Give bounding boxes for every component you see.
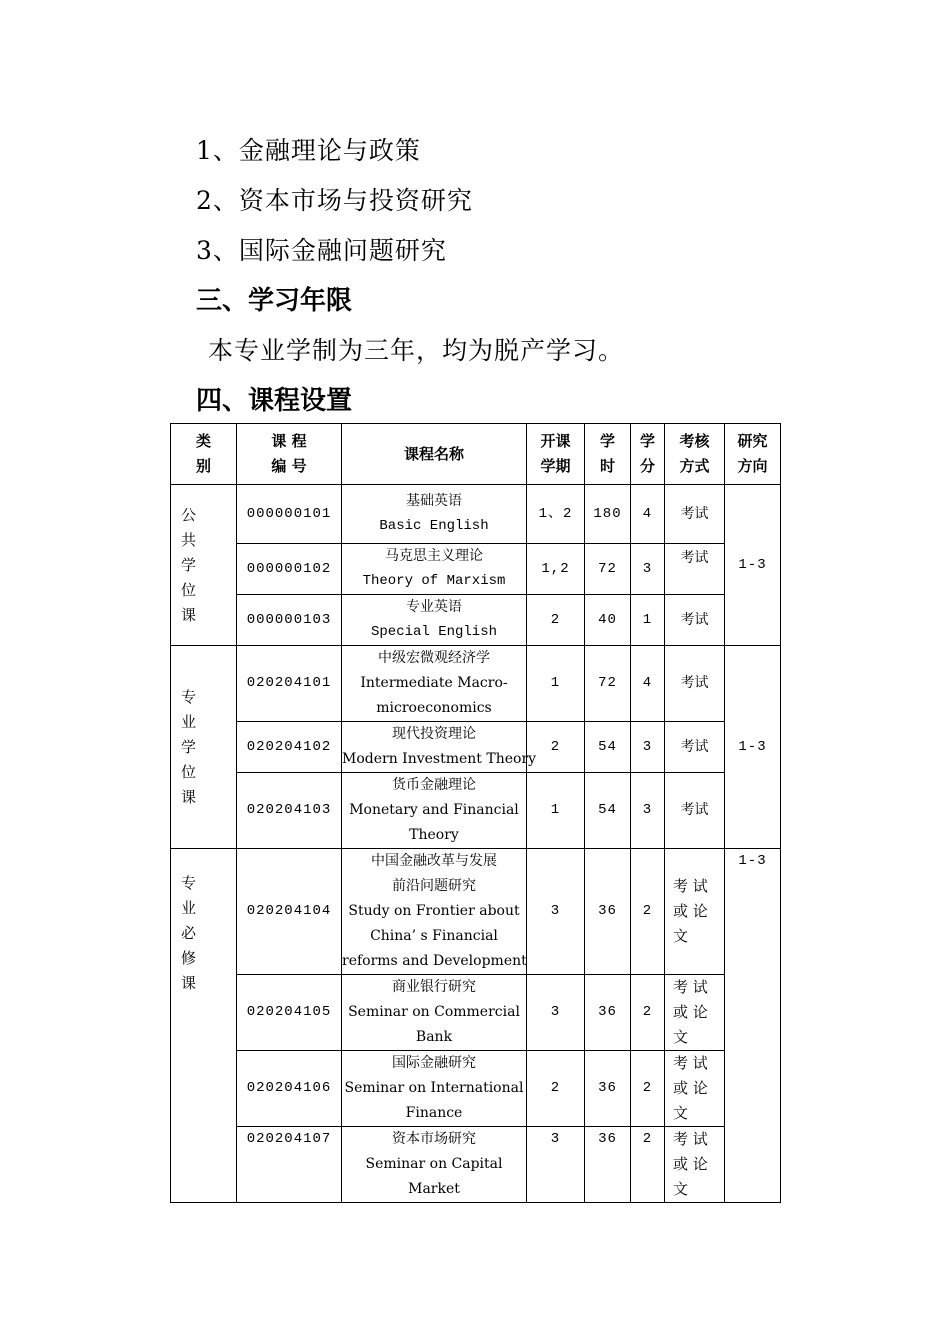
course-semester: 1 xyxy=(527,773,585,849)
header-semester: 开课 学期 xyxy=(527,424,585,485)
category-public: 公 共 学 位 课 xyxy=(171,485,237,646)
course-semester: 3 xyxy=(527,849,585,975)
course-assessment: 考试 xyxy=(665,485,725,544)
course-credits: 3 xyxy=(631,544,665,595)
table-row xyxy=(171,975,781,1051)
course-code: 000000103 xyxy=(237,595,342,646)
course-assessment: 考试 xyxy=(665,595,725,646)
header-direction: 研究 方向 xyxy=(725,424,781,485)
course-code: 020204101 xyxy=(237,646,342,722)
course-credits: 3 xyxy=(631,773,665,849)
course-name: 资本市场研究 Seminar on Capital Market xyxy=(342,1127,527,1203)
research-direction: 1-3 xyxy=(725,849,781,1203)
course-credits: 2 xyxy=(631,975,665,1051)
course-assessment: 考 试 或 论 文 xyxy=(665,1051,725,1127)
course-hours: 36 xyxy=(585,1127,631,1203)
course-assessment: 考 试 或 论 文 xyxy=(665,849,725,975)
course-name: 马克思主义理论 Theory of Marxism xyxy=(342,544,527,595)
course-semester: 2 xyxy=(527,722,585,773)
course-hours: 40 xyxy=(585,595,631,646)
course-code: 020204105 xyxy=(237,975,342,1051)
course-credits: 2 xyxy=(631,849,665,975)
direction-item-2: 2、资本市场与投资研究 xyxy=(196,186,473,215)
course-hours: 72 xyxy=(585,646,631,722)
course-semester: 1、2 xyxy=(527,485,585,544)
section-heading-courses: 四、课程设置 xyxy=(196,386,353,416)
direction-item-3: 3、国际金融问题研究 xyxy=(196,236,447,265)
course-hours: 54 xyxy=(585,722,631,773)
research-direction: 1-3 xyxy=(725,646,781,849)
course-hours: 72 xyxy=(585,544,631,595)
research-direction: 1-3 xyxy=(725,485,781,646)
course-code: 020204106 xyxy=(237,1051,342,1127)
course-hours: 36 xyxy=(585,849,631,975)
course-name: 国际金融研究 Seminar on International Finance xyxy=(342,1051,527,1127)
course-code: 000000102 xyxy=(237,544,342,595)
course-assessment: 考试 xyxy=(665,722,725,773)
course-hours: 36 xyxy=(585,1051,631,1127)
direction-item-1: 1、金融理论与政策 xyxy=(196,136,421,165)
course-credits: 4 xyxy=(631,646,665,722)
table-row xyxy=(171,849,781,975)
course-hours: 36 xyxy=(585,975,631,1051)
course-assessment: 考 试 或 论 文 xyxy=(665,1127,725,1203)
table-row xyxy=(171,773,781,849)
header-category: 类 别 xyxy=(171,424,237,485)
course-name: 商业银行研究 Seminar on Commercial Bank xyxy=(342,975,527,1051)
table-row xyxy=(171,646,781,722)
course-name: 现代投资理论 Modern Investment Theory xyxy=(342,722,527,773)
course-credits: 2 xyxy=(631,1051,665,1127)
table-row xyxy=(171,485,781,544)
header-assessment: 考核 方式 xyxy=(665,424,725,485)
course-hours: 180 xyxy=(585,485,631,544)
duration-paragraph: 本专业学制为三年，均为脱产学习。 xyxy=(208,336,625,365)
course-semester: 3 xyxy=(527,1127,585,1203)
course-name: 专业英语 Special English xyxy=(342,595,527,646)
course-code: 020204103 xyxy=(237,773,342,849)
table-row xyxy=(171,722,781,773)
course-code: 020204102 xyxy=(237,722,342,773)
section-heading-duration: 三、学习年限 xyxy=(196,286,353,316)
course-semester: 1,2 xyxy=(527,544,585,595)
course-code: 000000101 xyxy=(237,485,342,544)
table-row xyxy=(171,1051,781,1127)
course-semester: 2 xyxy=(527,1051,585,1127)
course-code: 020204107 xyxy=(237,1127,342,1203)
course-semester: 1 xyxy=(527,646,585,722)
course-table xyxy=(170,423,781,1203)
header-credits: 学 分 xyxy=(631,424,665,485)
course-assessment: 考试 xyxy=(665,544,725,595)
course-assessment: 考试 xyxy=(665,646,725,722)
header-name: 课程名称 xyxy=(342,424,527,485)
course-hours: 54 xyxy=(585,773,631,849)
category-professional-required: 专 业 必 修 课 xyxy=(171,849,237,1203)
header-code: 课 程 编 号 xyxy=(237,424,342,485)
course-assessment: 考 试 或 论 文 xyxy=(665,975,725,1051)
course-name: 中级宏微观经济学 Intermediate Macro- microeconomics xyxy=(342,646,527,722)
course-name: 中国金融改革与发展 前沿问题研究 Study on Frontier about China’ s Financial reforms and Development xyxy=(342,849,527,975)
course-credits: 4 xyxy=(631,485,665,544)
course-credits: 1 xyxy=(631,595,665,646)
table-header-row xyxy=(171,424,781,485)
category-professional-degree: 专 业 学 位 课 xyxy=(171,646,237,849)
course-credits: 2 xyxy=(631,1127,665,1203)
course-name: 基础英语 Basic English xyxy=(342,485,527,544)
header-hours: 学 时 xyxy=(585,424,631,485)
course-code: 020204104 xyxy=(237,849,342,975)
course-assessment: 考试 xyxy=(665,773,725,849)
course-semester: 2 xyxy=(527,595,585,646)
table-row xyxy=(171,1127,781,1203)
table-row xyxy=(171,595,781,646)
course-semester: 3 xyxy=(527,975,585,1051)
course-credits: 3 xyxy=(631,722,665,773)
table-row xyxy=(171,544,781,595)
course-name: 货币金融理论 Monetary and Financial Theory xyxy=(342,773,527,849)
